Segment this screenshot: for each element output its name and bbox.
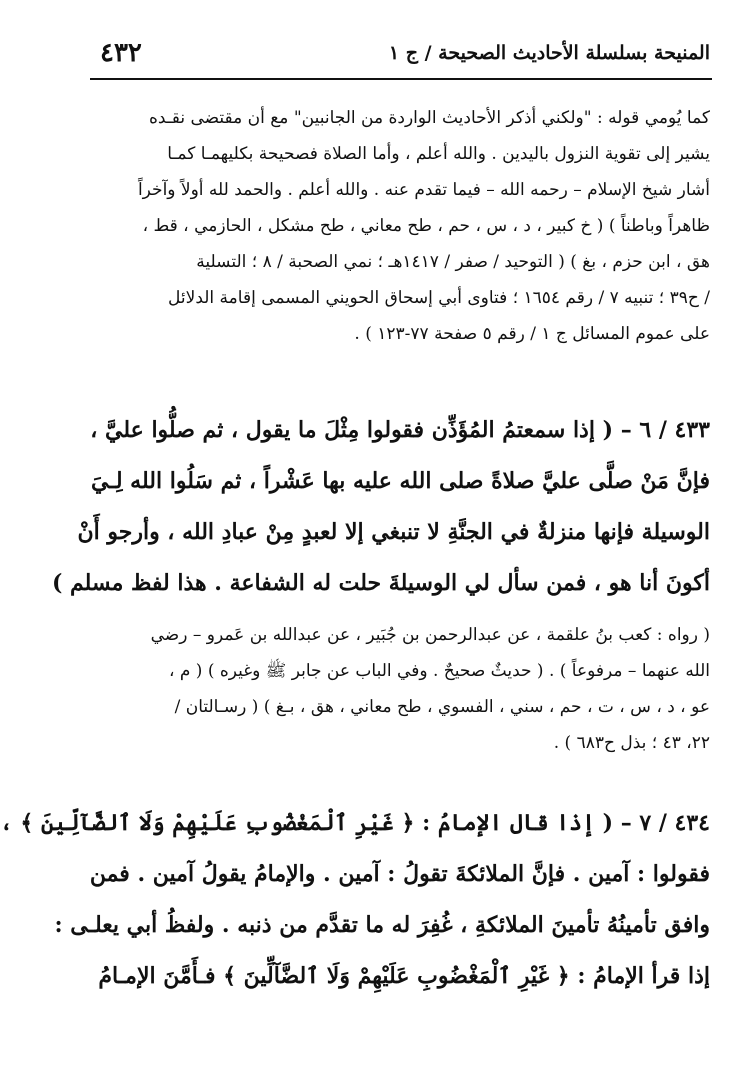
text-line: على عموم المسائل ج ١ / رقم ٥ صفحة ٧٧-١٢٣ ) . (354, 324, 710, 344)
text-line: / ح٣٩ ؛ تنبيه ٧ / رقم ١٦٥٤ ؛ فتاوى أبي إسحاق الحويني المسمى إقامة الدلائل (168, 288, 710, 308)
text-line: كما يُومي قوله : "ولكني أذكر الأحاديث الواردة من الجانبين" مع أن مقتضى نقـده (148, 108, 710, 128)
page-number: ٤٣٢ (100, 38, 142, 68)
hadith-line: فقولوا : آمين . فإنَّ الملائكةَ تقولُ : آمين . والإمامُ يقولُ آمين . فمن (89, 861, 710, 887)
hadith-line: فإنَّ مَنْ صلَّى عليَّ صلاةً صلى الله عليه بها عَشْراً ، ثم سَلُوا الله لِـيَ (91, 468, 710, 494)
reference-line: عو ، د ، س ، ت ، حم ، سني ، الفسوي ، طح معاني ، هق ، بـغ ) ( رسـالتان / (174, 697, 710, 717)
hadith-line: ٤٣٣ / ٦ – ( إذا سمعتمُ المُؤَذِّن فقولوا مِثْلَ ما يقول ، ثم صلُّوا عليَّ ، (90, 417, 710, 443)
text-line: ظاهراً وباطناً ) ( خ كبير ، د ، س ، حم ، طح معاني ، طح مشكل ، الحازمي ، قط ، (142, 216, 710, 236)
hadith-line: ٤٣٤ / ٧ – ( إذا قال الإمامُ : ﴿ غَيْرِ ٱلْمَغْضُوبِ عَلَيْهِمْ وَلَا ٱلضَّآلِّينَ ﴾ ، (0, 810, 710, 836)
reference-line: ٢٢، ٤٣ ؛ بذل ح٦٨٣ ) . (553, 733, 710, 753)
text-line: يشير إلى تقوية النزول باليدين . والله أعلم ، وأما الصلاة فصحيحة بكليهمـا كمـا (167, 144, 710, 164)
hadith-line: إذا قرأ الإمامُ : ﴿ غَيْرِ ٱلْمَغْضُوبِ عَلَيْهِمْ وَلَا ٱلضَّآلِّينَ ﴾ فـأَمَّنَ الإمـامُ (98, 963, 710, 989)
page-header (100, 38, 710, 76)
running-title: المنيحة بسلسلة الأحاديث الصحيحة / ج ١ (388, 42, 710, 64)
text-line: هق ، ابن حزم ، بغ ) ( التوحيد / صفر / ١٤١٧هـ ؛ نمي الصحبة / ٨ ؛ التسلية (196, 252, 710, 272)
hadith-line: الوسيلة فإنها منزلةٌ في الجنَّةِ لا تنبغي إلا لعبدٍ مِنْ عبادِ الله ، وأرجو أَنْ (77, 519, 710, 545)
header-divider (90, 78, 712, 80)
hadith-433-text (51, 405, 710, 613)
hadith-line: وافق تأمينُهُ تأمينَ الملائكةِ ، غُفِرَ له ما تقدَّم من ذنبه . ولفظُ أبي يعلـى : (54, 912, 710, 938)
hadith-line: أكونَ أنا هو ، فمن سأل لي الوسيلةَ حلت له الشفاعة . هذا لفظ مسلم ) (51, 570, 710, 596)
reference-line: الله عنهما – مرفوعاً ) . ( حديثٌ صحيحٌ . وفي الباب عن جابر ﷺ وغيره ) ( م ، (168, 661, 710, 681)
text-line: أشار شيخ الإسلام – رحمه الله – فيما تقدم عنه . والله أعلم . والحمد لله أولاً وآخراً (137, 180, 710, 200)
hadith-434-text (0, 798, 710, 1013)
hadith-433-references (92, 617, 710, 769)
intro-paragraph (92, 100, 710, 398)
reference-line: ( رواه : كعب بنُ علقمة ، عن عبدالرحمن بن جُبَير ، عن عبدالله بن عَمرو – رضي (150, 625, 710, 645)
